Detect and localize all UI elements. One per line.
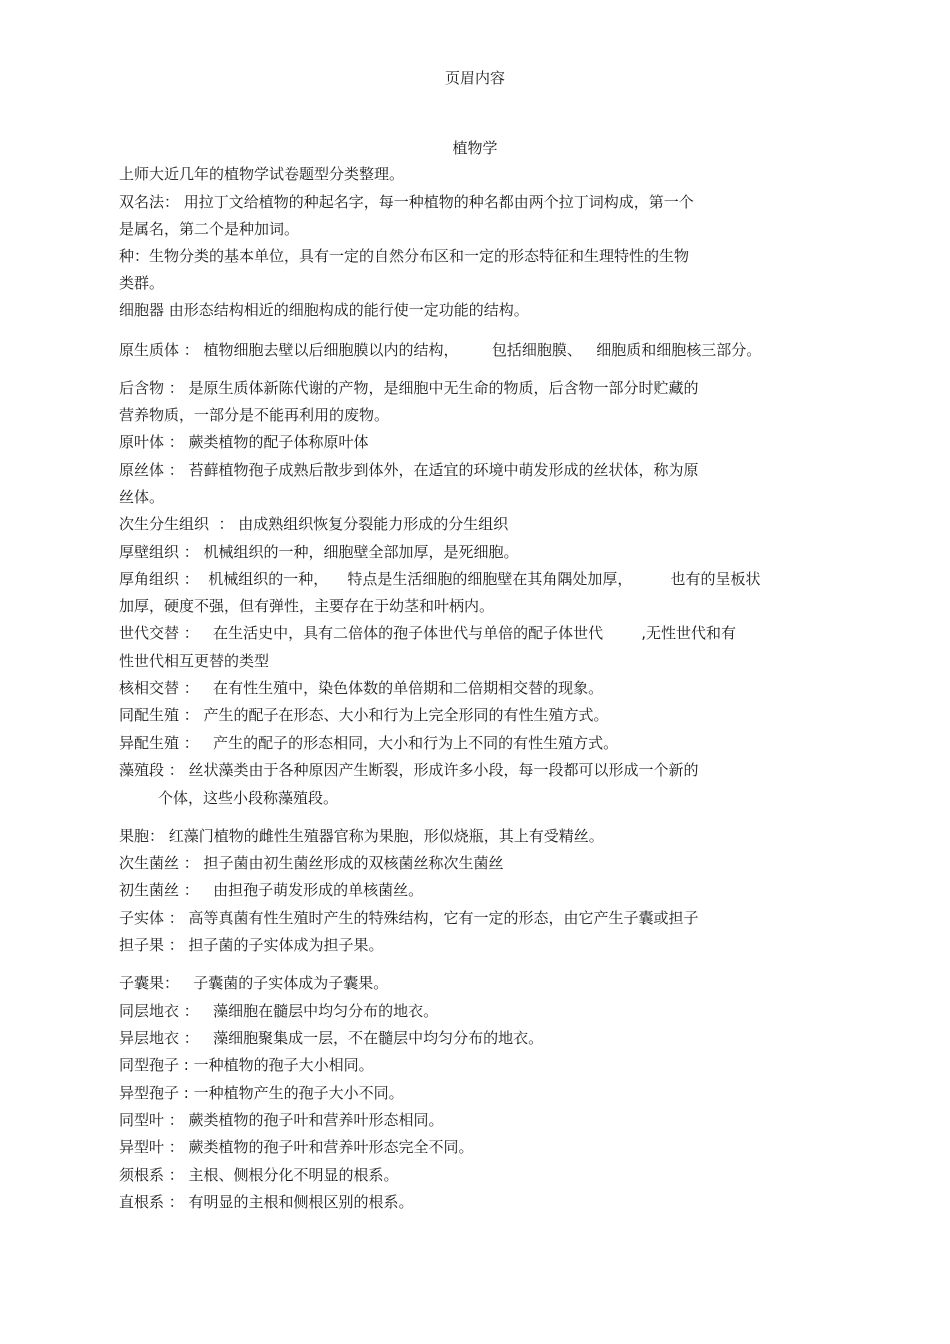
text-line: 上师大近几年的植物学试卷题型分类整理。 <box>119 165 405 183</box>
text-line: 世代交替 ： 在生活史中，具有二倍体的孢子体世代与单倍的配子体世代 ,无性世代和有 <box>119 624 736 642</box>
text-line: 子实体 ： 高等真菌有性生殖时产生的特殊结构，它有一定的形态，由它产生子囊或担子 <box>119 909 699 927</box>
text-line: 后含物 ： 是原生质体新陈代谢的产物，是细胞中无生命的物质，后含物一部分时贮藏的 <box>119 379 699 397</box>
text-line: 原丝体 ： 苔藓植物孢子成熟后散步到体外，在适宜的环境中萌发形成的丝状体，称为原 <box>119 461 699 479</box>
text-line: 原生质体 ： 植物细胞去壁以后细胞膜以内的结构， 包括细胞膜、 细胞质和细胞核三部分。 <box>119 341 762 359</box>
text-line: 营养物质，一部分是不能再利用的废物。 <box>119 406 390 424</box>
text-line: 子囊果： 子囊菌的子实体成为子囊果。 <box>119 974 389 992</box>
text-line: 同层地衣 ： 藻细胞在髓层中均匀分布的地衣。 <box>119 1002 439 1020</box>
document-title: 植物学 <box>452 139 498 157</box>
text-line: 次生分生组织 ： 由成熟组织恢复分裂能力形成的分生组织 <box>119 515 509 533</box>
text-line: 担子果 ： 担子菌的子实体成为担子果。 <box>119 936 384 954</box>
text-line: 异层地衣 ： 藻细胞聚集成一层，不在髓层中均匀分布的地衣。 <box>119 1029 544 1047</box>
text-line: 同配生殖 ： 产生的配子在形态、大小和行为上完全形同的有性生殖方式。 <box>119 706 609 724</box>
text-line: 是属名，第二个是种加词。 <box>119 220 300 238</box>
text-line: 原叶体 ： 蕨类植物的配子体称原叶体 <box>119 433 369 451</box>
text-line: 直根系 ： 有明显的主根和侧根区别的根系。 <box>119 1193 414 1211</box>
text-line: 厚角组织 ： 机械组织的一种， 特点是生活细胞的细胞壁在其角隅处加厚， 也有的呈板状 <box>119 570 761 588</box>
text-line: 同型叶 ： 蕨类植物的孢子叶和营养叶形态相同。 <box>119 1111 444 1129</box>
text-line: 藻殖段 ： 丝状藻类由于各种原因产生断裂，形成许多小段，每一段都可以形成一个新的 <box>119 761 699 779</box>
text-line: 异配生殖 ： 产生的配子的形态相同，大小和行为上不同的有性生殖方式。 <box>119 734 619 752</box>
text-line: 类群。 <box>119 274 165 292</box>
text-line: 厚壁组织 ： 机械组织的一种，细胞壁全部加厚，是死细胞。 <box>119 543 519 561</box>
text-line: 同型孢子 : 一种植物的孢子大小相同。 <box>119 1056 374 1074</box>
text-line: 异型叶 ： 蕨类植物的孢子叶和营养叶形态完全不同。 <box>119 1138 474 1156</box>
text-line: 核相交替 ： 在有性生殖中，染色体数的单倍期和二倍期相交替的现象。 <box>119 679 604 697</box>
text-line: 初生菌丝 ： 由担孢子萌发形成的单核菌丝。 <box>119 881 424 899</box>
text-line: 加厚，硬度不强，但有弹性，主要存在于幼茎和叶柄内。 <box>119 597 495 615</box>
page-header: 页眉内容 <box>444 69 505 87</box>
text-line: 种：生物分类的基本单位，具有一定的自然分布区和一定的形态特征和生理特性的生物 <box>119 247 690 265</box>
text-line: 性世代相互更替的类型 <box>119 652 270 670</box>
text-line: 个体，这些小段称藻殖段。 <box>158 789 339 807</box>
text-line: 丝体。 <box>119 488 165 506</box>
text-line: 双名法： 用拉丁文给植物的种起名字，每一种植物的种名都由两个拉丁词构成，第一个 <box>119 193 694 211</box>
text-line: 果胞： 红藻门植物的雌性生殖器官称为果胞，形似烧瓶，其上有受精丝。 <box>119 827 604 845</box>
text-line: 细胞器 由形态结构相近的细胞构成的能行使一定功能的结构。 <box>119 301 529 319</box>
text-line: 次生菌丝 ： 担子菌由初生菌丝形成的双核菌丝称次生菌丝 <box>119 854 504 872</box>
text-line: 异型孢子 : 一种植物产生的孢子大小不同。 <box>119 1084 404 1102</box>
text-line: 须根系 ： 主根、侧根分化不明显的根系。 <box>119 1166 399 1184</box>
